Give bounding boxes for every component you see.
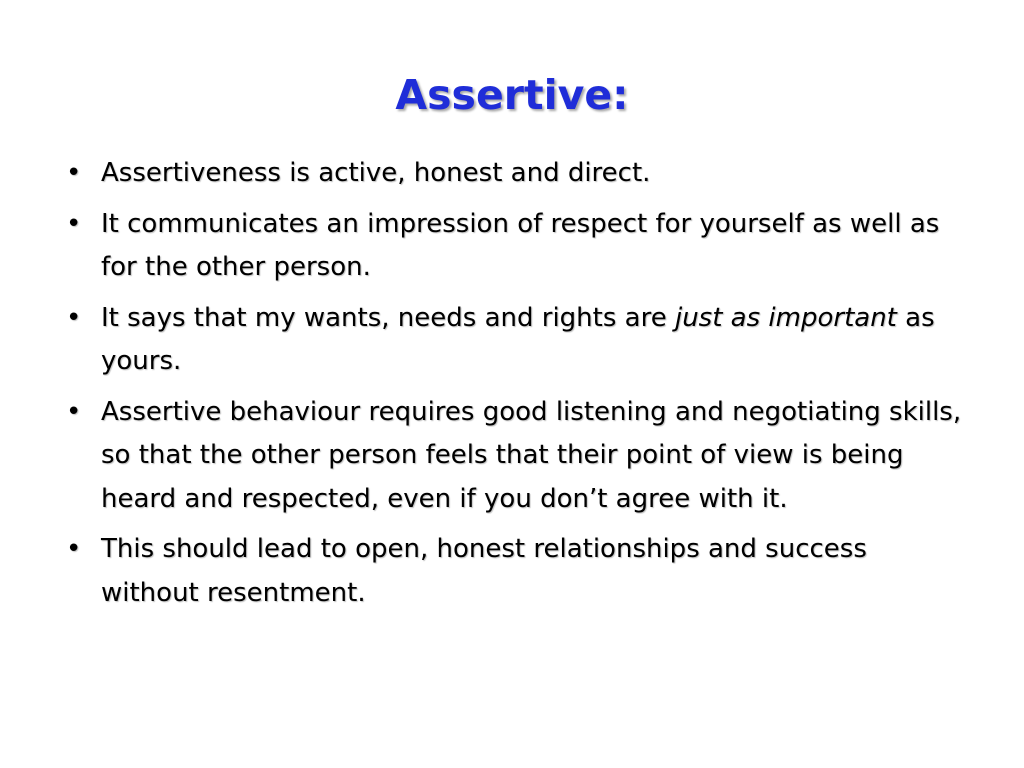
bullet-list [62,152,962,622]
bullet-item [62,297,962,384]
bullet-dot-icon: • [66,302,82,333]
slide-title: Assertive: [395,71,629,119]
bullet-dot-icon: • [66,534,82,564]
bullet-text-after: as yours. [101,302,935,376]
bullet-item [62,391,962,522]
bullet-text: It communicates an impression of respect for yourself as well as for the other person. [101,208,940,282]
bullet-text: Assertiveness is active, honest and direct. [101,158,651,188]
bullet-text: Assertive behaviour requires good listening and negotiating skills, so that the other person feels that their point of view is being heard and respected, even if you don’t agree with it. [101,396,962,514]
bullet-dot-icon: • [66,396,82,427]
bullet-text-emphasis: just as important [674,302,897,333]
bullet-text: This should lead to open, honest relationships and success without resentment. [101,534,867,608]
bullet-dot-icon: • [66,158,82,188]
bullet-dot-icon: • [66,208,82,239]
bullet-item [62,203,962,290]
bullet-item [62,152,962,196]
bullet-item [62,528,962,615]
bullet-text-before: It says that my wants, needs and rights are [101,302,675,333]
